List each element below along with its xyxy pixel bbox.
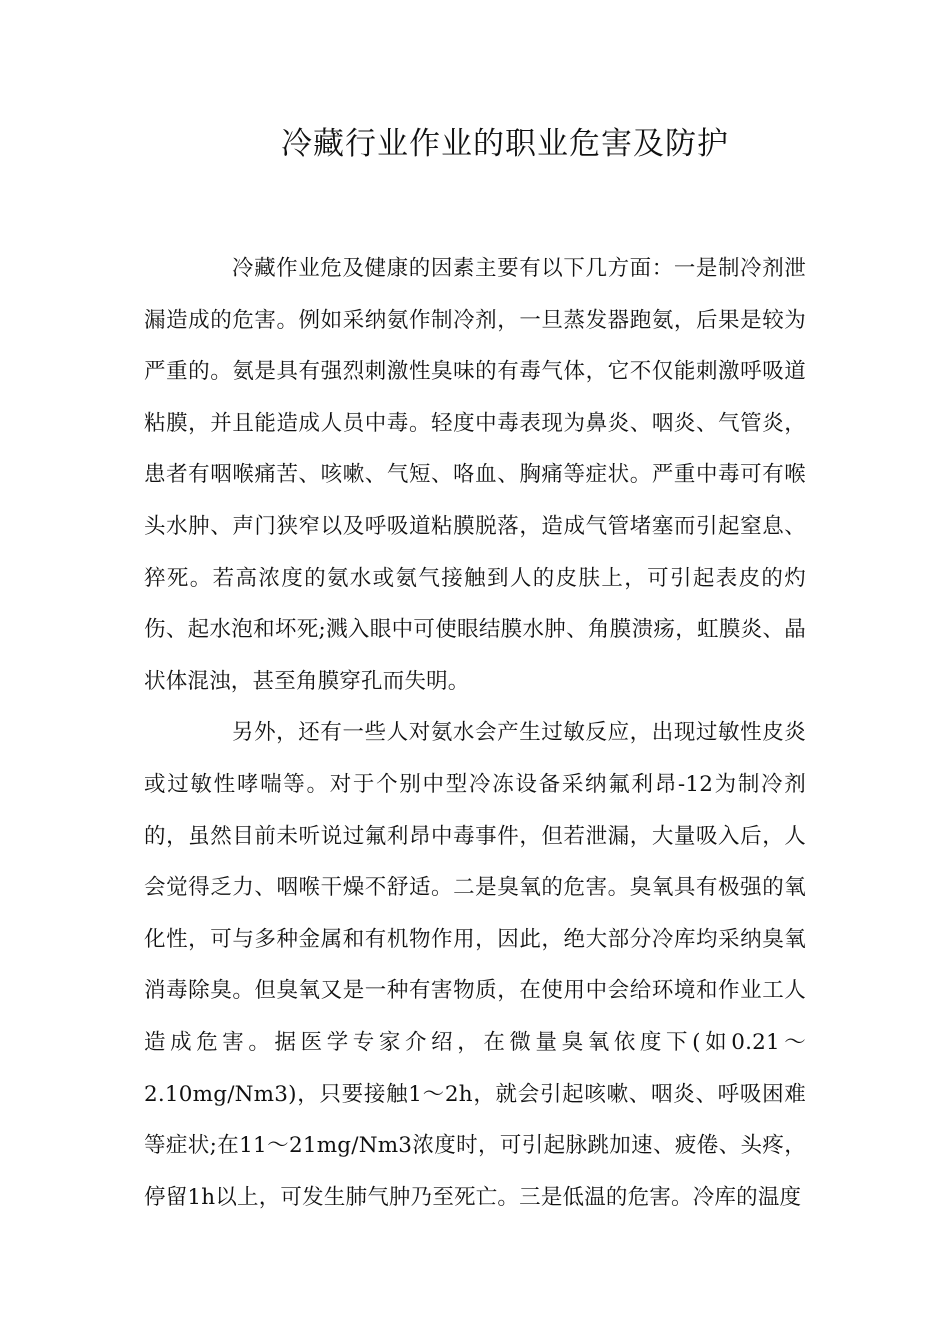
document-title: 冷藏行业作业的职业危害及防护 xyxy=(281,126,729,162)
paragraph-2: 另外，还有一些人对氨水会产生过敏反应，出现过敏性皮炎或过敏性哮喘等。对于个别中型冷冻设备采纳氟利昂-12为制冷剂的，虽然目前未听说过氟利昂中毒事件，但若泄漏，大量吸入后，人会觉得乏力、咽喉干燥不舒适。二是臭氧的危害。臭氧具有极强的氧化性，可与多种金属和有机物作用，因此，绝大部分冷库均采纳臭氧消毒除臭。但臭氧又是一种有害物质，在使用中会给环境和作业工人造成危害。据医学专家介绍，在微量臭氧依度下(如0.21～2.10mg/Nm3)，只要接触1～2h，就会引起咳嗽、咽炎、呼吸困难等症状;在11～21mg/Nm3浓度时，可引起脉跳加速、疲倦、头疼，停留1h以上，可发生肺气肿乃至死亡。三是低温的危害。冷库的温度 xyxy=(144,720,806,1210)
paragraph-1: 冷藏作业危及健康的因素主要有以下几方面：一是制冷剂泄漏造成的危害。例如采纳氨作制冷剂，一旦蒸发器跑氨，后果是较为严重的。氨是具有强烈刺激性臭味的有毒气体，它不仅能刺激呼吸道粘膜，并且能造成人员中毒。轻度中毒表现为鼻炎、咽炎、气管炎，患者有咽喉痛苦、咳嗽、气短、咯血、胸痛等症状。严重中毒可有喉头水肿、声门狭窄以及呼吸道粘膜脱落，造成气管堵塞而引起窒息、猝死。若高浓度的氨水或氨气接触到人的皮肤上，可引起表皮的灼伤、起水泡和坏死;溅入眼中可使眼结膜水肿、角膜溃疡，虹膜炎、晶状体混浊，甚至角膜穿孔而失明。 xyxy=(144,256,806,694)
document-body xyxy=(144,243,806,1223)
